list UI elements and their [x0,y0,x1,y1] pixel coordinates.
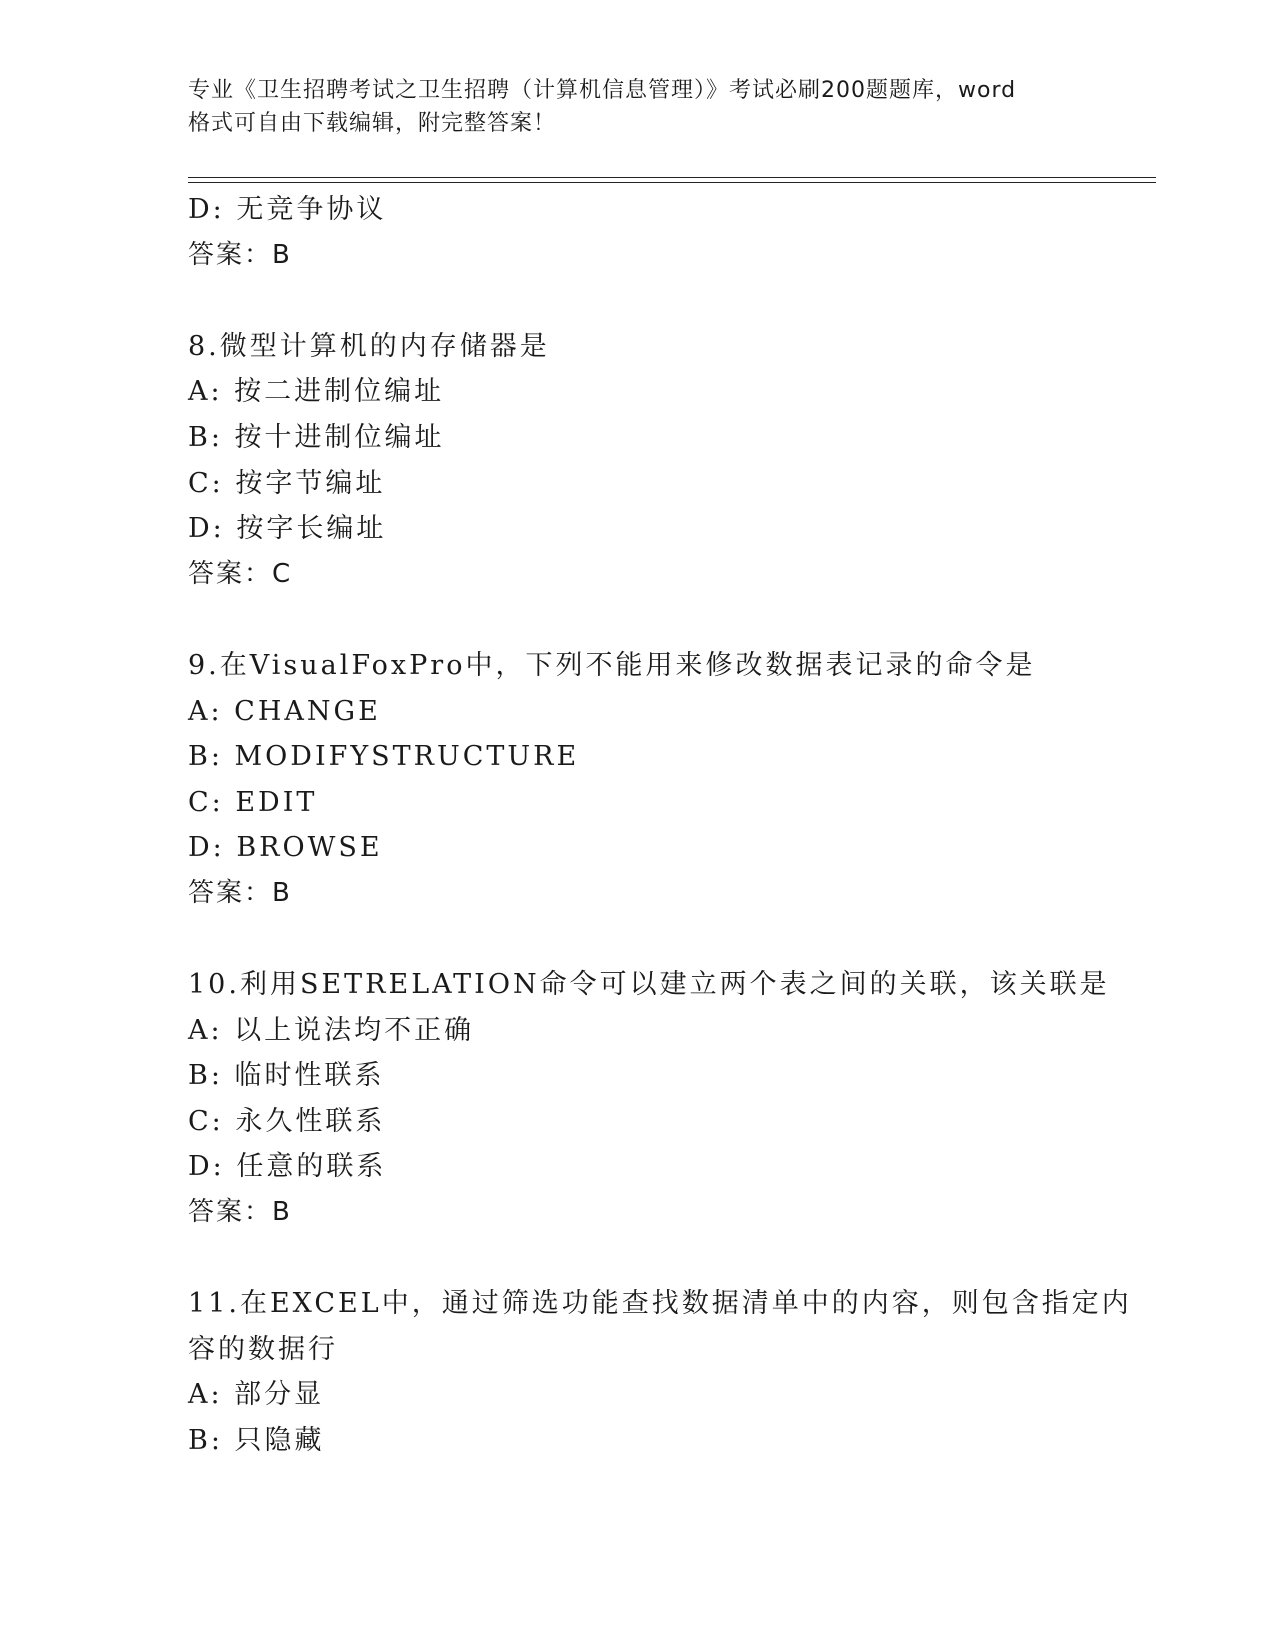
option-a: A: 按二进制位编址 [188,376,445,408]
spacer [188,917,1088,963]
option-a: A: 以上说法均不正确 [188,1014,475,1046]
spacer [188,278,1088,324]
option-d: D: BROWSE [188,832,383,864]
option-a: A: CHANGE [188,695,381,727]
spacer [188,1236,1088,1282]
option-d: D: 任意的联系 [188,1151,387,1183]
question-7-tail [188,187,1088,278]
question-9 [188,643,1088,917]
question-stem-line-2: 容的数据行 [188,1333,338,1365]
answer: 答案：C [188,558,293,589]
question-stem: 9.在VisualFoxPro中，下列不能用来修改数据表记录的命令是 [188,649,1036,681]
header-rule-bottom [188,182,1156,183]
question-10 [188,962,1110,1236]
answer: 答案：B [188,877,292,908]
header-rule-top [188,177,1156,178]
option-b: B: 按十进制位编址 [188,421,445,453]
option-c: C: 按字节编址 [188,467,386,499]
question-stem-line-1: 11.在EXCEL中，通过筛选功能查找数据清单中的内容，则包含指定内 [188,1288,1132,1320]
question-stem: 10.利用SETRELATION命令可以建立两个表之间的关联，该关联是 [188,969,1110,1001]
option-a: A: 部分显 [188,1379,325,1411]
question-8 [188,324,1088,598]
option-d: D: 无竞争协议 [188,194,387,225]
spacer [188,597,1088,643]
answer: 答案：B [188,239,292,270]
option-b: B: MODIFYSTRUCTURE [188,741,580,773]
option-c: C: 永久性联系 [188,1105,386,1137]
question-list [188,187,1132,1464]
option-b: B: 只隐藏 [188,1425,325,1457]
question-stem: 8.微型计算机的内存储器是 [188,330,550,362]
header-line-2: 格式可自由下载编辑，附完整答案！ [188,111,557,136]
question-11 [188,1281,1132,1463]
option-d: D: 按字长编址 [188,513,387,545]
answer: 答案：B [188,1197,292,1228]
option-b: B: 临时性联系 [188,1060,385,1092]
option-c: C: EDIT [188,786,318,818]
header-line-1: 专业《卫生招聘考试之卫生招聘（计算机信息管理）》考试必刷200题题库，word [188,78,1017,103]
document-header [188,74,1108,140]
